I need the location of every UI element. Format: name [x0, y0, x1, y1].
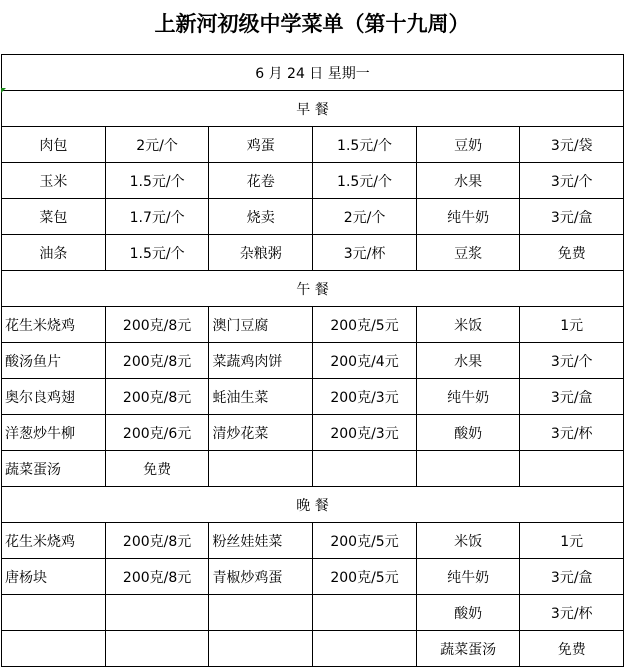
menu-item-price: 200克/8元	[105, 379, 209, 415]
menu-item-name: 米饭	[416, 523, 520, 559]
table-row	[2, 379, 624, 415]
menu-item-name: 清炒花菜	[209, 415, 313, 451]
table-row	[2, 235, 624, 271]
menu-item-price	[313, 451, 417, 487]
menu-item-name	[209, 595, 313, 631]
menu-item-name: 花生米烧鸡	[2, 523, 106, 559]
lunch-header: 午 餐	[2, 271, 624, 307]
table-row	[2, 559, 624, 595]
table-row	[2, 523, 624, 559]
menu-item-price: 3元/盒	[520, 379, 624, 415]
menu-item-name: 酸汤鱼片	[2, 343, 106, 379]
menu-item-price: 200克/5元	[313, 523, 417, 559]
table-row	[2, 163, 624, 199]
menu-item-price: 免费	[520, 235, 624, 271]
menu-item-name: 酸奶	[416, 415, 520, 451]
menu-item-price: 200克/8元	[105, 559, 209, 595]
table-row	[2, 307, 624, 343]
table-row	[2, 451, 624, 487]
menu-item-name	[2, 631, 106, 667]
table-row	[2, 343, 624, 379]
menu-item-price: 200克/4元	[313, 343, 417, 379]
menu-item-price: 2元/个	[313, 199, 417, 235]
menu-item-name: 肉包	[2, 127, 106, 163]
menu-item-price: 3元/杯	[520, 595, 624, 631]
menu-item-price: 200克/8元	[105, 343, 209, 379]
menu-item-price: 免费	[520, 631, 624, 667]
menu-item-price	[313, 595, 417, 631]
menu-item-name: 奥尔良鸡翅	[2, 379, 106, 415]
dinner-header-row	[2, 487, 624, 523]
menu-item-price: 1.5元/个	[313, 163, 417, 199]
menu-item-name: 酸奶	[416, 595, 520, 631]
menu-item-price: 200克/8元	[105, 523, 209, 559]
date-row	[2, 55, 624, 91]
menu-item-price: 1元	[520, 307, 624, 343]
menu-table	[1, 54, 624, 667]
menu-item-price: 3元/盒	[520, 559, 624, 595]
menu-item-name: 洋葱炒牛柳	[2, 415, 106, 451]
menu-item-price	[313, 631, 417, 667]
menu-title: 上新河初级中学菜单（第十九周）	[154, 11, 470, 36]
menu-item-name: 菜蔬鸡肉饼	[209, 343, 313, 379]
menu-item-name: 油条	[2, 235, 106, 271]
menu-item-price: 3元/个	[520, 343, 624, 379]
menu-item-price: 免费	[105, 451, 209, 487]
menu-item-name: 水果	[416, 163, 520, 199]
breakfast-header-row	[2, 91, 624, 127]
menu-item-name	[416, 451, 520, 487]
menu-item-price: 3元/袋	[520, 127, 624, 163]
menu-item-price: 3元/个	[520, 163, 624, 199]
menu-item-name: 纯牛奶	[416, 559, 520, 595]
menu-item-name: 豆浆	[416, 235, 520, 271]
menu-item-price: 200克/3元	[313, 415, 417, 451]
menu-item-name: 鸡蛋	[209, 127, 313, 163]
menu-item-price: 2元/个	[105, 127, 209, 163]
menu-item-name: 粉丝娃娃菜	[209, 523, 313, 559]
menu-item-name	[209, 631, 313, 667]
menu-item-price	[520, 451, 624, 487]
lunch-header-row	[2, 271, 624, 307]
menu-item-name: 蔬菜蛋汤	[2, 451, 106, 487]
menu-item-price: 200克/5元	[313, 559, 417, 595]
menu-item-name: 豆奶	[416, 127, 520, 163]
menu-item-price: 3元/盒	[520, 199, 624, 235]
menu-item-name: 澳门豆腐	[209, 307, 313, 343]
menu-item-price	[105, 631, 209, 667]
menu-item-price: 3元/杯	[313, 235, 417, 271]
dinner-header: 晚 餐	[2, 487, 624, 523]
menu-item-name: 花生米烧鸡	[2, 307, 106, 343]
menu-item-name: 玉米	[2, 163, 106, 199]
menu-item-name: 米饭	[416, 307, 520, 343]
menu-item-name: 纯牛奶	[416, 199, 520, 235]
menu-item-price: 1.5元/个	[313, 127, 417, 163]
breakfast-header: 早 餐	[2, 91, 624, 127]
menu-item-price: 1.7元/个	[105, 199, 209, 235]
menu-item-price: 1元	[520, 523, 624, 559]
menu-item-price	[105, 595, 209, 631]
menu-item-name: 青椒炒鸡蛋	[209, 559, 313, 595]
menu-item-name: 唐杨块	[2, 559, 106, 595]
menu-item-name: 纯牛奶	[416, 379, 520, 415]
menu-item-name: 花卷	[209, 163, 313, 199]
menu-item-name	[2, 595, 106, 631]
cell-corner-marker	[1, 88, 6, 93]
menu-item-name: 杂粮粥	[209, 235, 313, 271]
menu-item-price: 200克/8元	[105, 307, 209, 343]
menu-item-price: 1.5元/个	[105, 163, 209, 199]
menu-item-price: 1.5元/个	[105, 235, 209, 271]
menu-item-name: 菜包	[2, 199, 106, 235]
menu-item-price: 200克/3元	[313, 379, 417, 415]
table-row	[2, 199, 624, 235]
menu-item-price: 200克/5元	[313, 307, 417, 343]
menu-item-name: 水果	[416, 343, 520, 379]
table-row	[2, 631, 624, 667]
menu-item-price: 200克/6元	[105, 415, 209, 451]
table-row	[2, 127, 624, 163]
menu-item-name	[209, 451, 313, 487]
menu-item-name: 蔬菜蛋汤	[416, 631, 520, 667]
menu-item-name: 蚝油生菜	[209, 379, 313, 415]
menu-item-price: 3元/杯	[520, 415, 624, 451]
date-cell: 6 月 24 日 星期一	[2, 55, 624, 91]
table-row	[2, 415, 624, 451]
menu-item-name: 烧卖	[209, 199, 313, 235]
table-row	[2, 595, 624, 631]
